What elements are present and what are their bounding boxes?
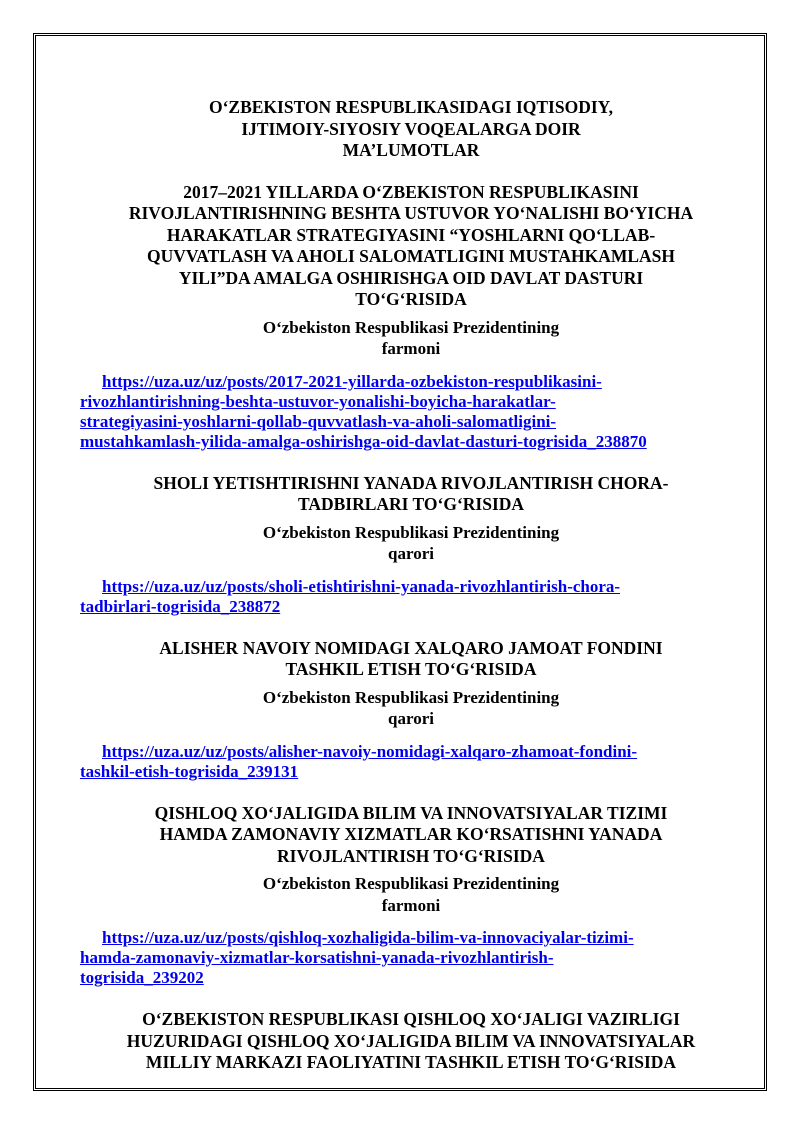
document-title <box>80 803 742 868</box>
page-heading-line: O‘ZBEKISTON RESPUBLIKASIDAGI IQTISODIY, <box>208 97 614 117</box>
document-title <box>80 1009 742 1074</box>
document-title-line: QISHLOQ XO‘JALIGIDA BILIM VA INNOVATSIYALAR TIZIMI <box>154 802 668 823</box>
document-title-line: 2017–2021 YILLARDA O‘ZBEKISTON RESPUBLIKASINI <box>183 181 639 202</box>
document-entry <box>80 473 742 617</box>
document-title-line: HARAKATLAR STRATEGIYASINI “YOSHLARNI QO‘LLAB- <box>166 224 656 245</box>
issuer-line: O‘zbekiston Respublikasi Prezidentining <box>262 874 560 893</box>
source-link-line[interactable]: hamda-zamonaviy-xizmatlar-korsatishni-yanada-rivozhlantirish- <box>80 948 554 967</box>
source-link-line[interactable]: tashkil-etish-togrisida_239131 <box>80 761 299 781</box>
document-title-line: O‘ZBEKISTON RESPUBLIKASI QISHLOQ XO‘JALIGI VAZIRLIGI <box>142 1009 680 1029</box>
source-link[interactable] <box>80 742 742 782</box>
source-link-line[interactable]: strategiyasini-yoshlarni-qollab-quvvatlash-va-aholi-salomatligini- <box>80 411 557 431</box>
document-type: farmoni <box>381 339 441 358</box>
document-title <box>80 473 742 516</box>
source-link-line[interactable]: tadbirlari-togrisida_238872 <box>80 596 281 616</box>
page-heading-line: MA’LUMOTLAR <box>342 140 480 160</box>
document-title-line: RIVOJLANTIRISH TO‘G‘RISIDA <box>277 845 545 866</box>
document-title-line: HUZURIDAGI QISHLOQ XO‘JALIGIDA BILIM VA INNOVATSIYALAR <box>126 1030 696 1051</box>
source-link-line[interactable]: https://uza.uz/uz/posts/2017-2021-yillarda-ozbekiston-respublikasini- <box>102 371 602 391</box>
source-link[interactable] <box>80 372 742 452</box>
document-body <box>80 97 742 1074</box>
source-link[interactable] <box>80 577 742 617</box>
document-type: qarori <box>388 544 434 563</box>
document-type: farmoni <box>381 895 441 915</box>
document-title-line: SHOLI YETISHTIRISHNI YANADA RIVOJLANTIRISH CHORA- <box>153 472 669 493</box>
issuer-line: O‘zbekiston Respublikasi Prezidentining <box>262 687 560 707</box>
document-type: qarori <box>388 709 434 728</box>
document-title <box>80 182 742 311</box>
source-link[interactable] <box>80 928 742 988</box>
document-entry <box>80 1009 742 1074</box>
source-link-line[interactable]: https://uza.uz/uz/posts/sholi-etishtirishni-yanada-rivozhlantirish-chora- <box>102 576 621 596</box>
source-link-line[interactable]: rivozhlantirishning-beshta-ustuvor-yonalishi-boyicha-harakatlar- <box>80 391 556 411</box>
document-entry <box>80 182 742 452</box>
source-link-line[interactable]: mustahkamlash-yilida-amalga-oshirishga-oid-davlat-dasturi-togrisida_238870 <box>80 431 647 451</box>
issuer-line: O‘zbekiston Respublikasi Prezidentining <box>262 522 560 542</box>
document-title-line: HAMDA ZAMONAVIY XIZMATLAR KO‘RSATISHNI YANADA <box>159 824 663 844</box>
document-title-line: TADBIRLARI TO‘G‘RISIDA <box>297 494 525 514</box>
document-title-line: RIVOJLANTIRISHNING BESHTA USTUVOR YO‘NALISHI BO‘YICHA <box>128 203 694 223</box>
document-entry <box>80 638 742 782</box>
source-link-line[interactable]: togrisida_239202 <box>80 968 204 987</box>
document-entry <box>80 803 742 989</box>
document-title-line: YILI”DA AMALGA OSHIRISHGA OID DAVLAT DASTURI <box>178 267 644 288</box>
source-link-line[interactable]: https://uza.uz/uz/posts/qishloq-xozhaligida-bilim-va-innovaciyalar-tizimi- <box>102 928 634 947</box>
issuer-line: O‘zbekiston Respublikasi Prezidentining <box>262 317 560 337</box>
page-heading-line: IJTIMOIY-SIYOSIY VOQEALARGA DOIR <box>241 118 581 139</box>
document-title-line: TO‘G‘RISIDA <box>355 289 467 309</box>
document-title-line: QUVVATLASH VA AHOLI SALOMATLIGINI MUSTAHKAMLASH <box>146 246 676 266</box>
document-title <box>80 638 742 681</box>
document-title-line: MILLIY MARKAZI FAOLIYATINI TASHKIL ETISH TO‘G‘RISIDA <box>145 1052 677 1072</box>
source-link-line[interactable]: https://uza.uz/uz/posts/alisher-navoiy-nomidagi-xalqaro-zhamoat-fondini- <box>102 741 638 761</box>
document-title-line: ALISHER NAVOIY NOMIDAGI XALQARO JAMOAT FONDINI <box>159 637 663 658</box>
document-title-line: TASHKIL ETISH TO‘G‘RISIDA <box>285 659 537 679</box>
page-heading <box>80 97 742 162</box>
